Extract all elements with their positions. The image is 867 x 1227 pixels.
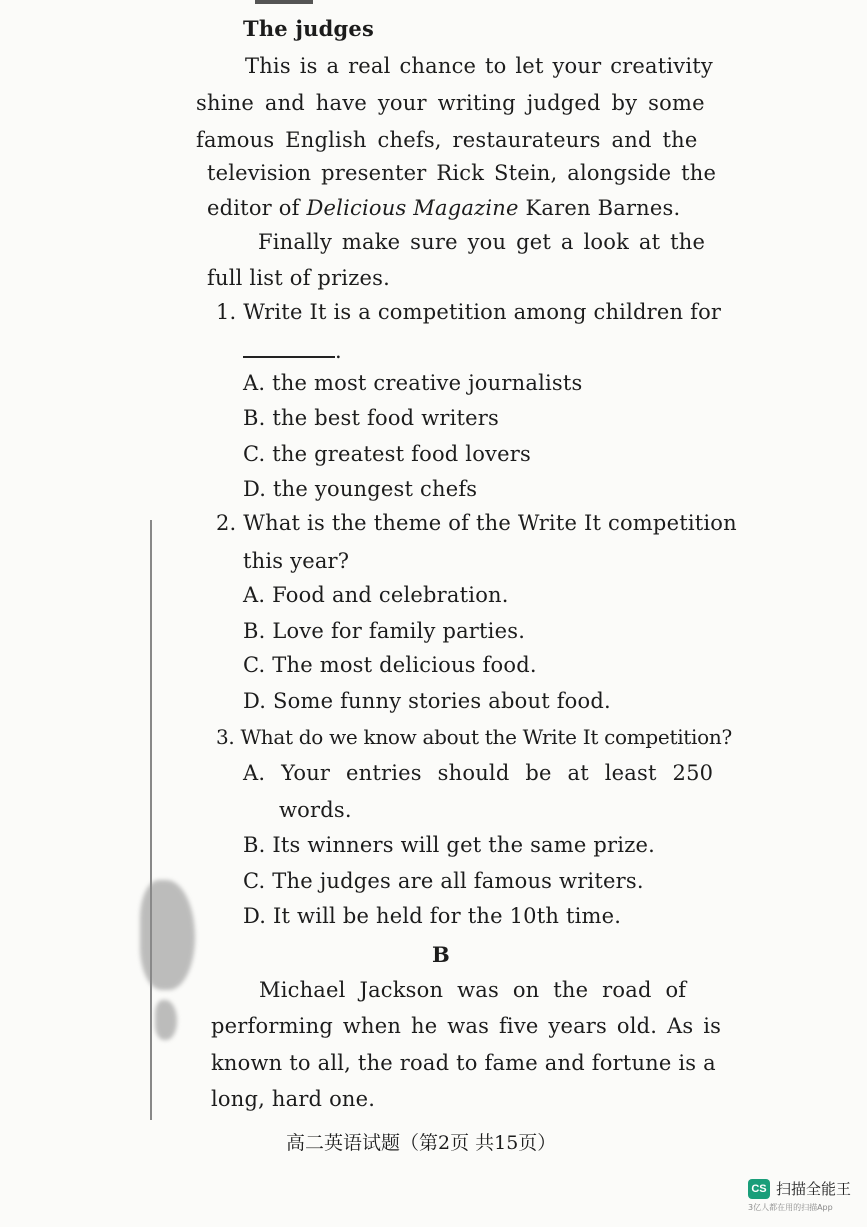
- question-3-option-a: A. Your entries should be at least 250: [243, 761, 714, 785]
- paragraph-line: This is a real chance to let your creativity: [245, 54, 713, 78]
- question-2-stem: 2. What is the theme of the Write It competition: [216, 511, 737, 535]
- magazine-title: Delicious Magazine: [306, 196, 519, 220]
- paragraph-line: famous English chefs, restaurateurs and the: [196, 128, 698, 152]
- paragraph-line: Finally make sure you get a look at the: [258, 230, 706, 254]
- question-3-stem: 3. What do we know about the Write It competition?: [216, 725, 732, 749]
- question-1-option-a: A. the most creative journalists: [243, 371, 583, 395]
- question-2-option-d: D. Some funny stories about food.: [243, 689, 611, 713]
- answer-blank: [243, 338, 335, 358]
- question-1-stem: 1. Write It is a competition among children for: [216, 300, 722, 324]
- question-3-option-b: B. Its winners will get the same prize.: [243, 833, 655, 857]
- section-b-label: B: [432, 942, 450, 967]
- section-b-line: known to all, the road to fame and fortune is a: [211, 1051, 716, 1075]
- smudge-mark: [155, 1000, 177, 1040]
- question-2-option-c: C. The most delicious food.: [243, 653, 537, 677]
- page-footer: 高二英语试题（第2页 共15页）: [286, 1132, 557, 1154]
- section-b-line: performing when he was five years old. As is: [211, 1014, 722, 1038]
- scanner-watermark: [748, 1178, 851, 1199]
- question-2-option-b: B. Love for family parties.: [243, 619, 526, 643]
- question-3-option-d: D. It will be held for the 10th time.: [243, 904, 622, 928]
- paragraph-line-magazine: [207, 195, 680, 221]
- question-1-blank: [243, 338, 342, 364]
- margin-line: [150, 520, 152, 1120]
- question-1-option-b: B. the best food writers: [243, 406, 500, 430]
- question-3-option-a-cont: words.: [279, 798, 352, 822]
- top-rule: [255, 0, 313, 4]
- paragraph-text: editor of: [207, 196, 300, 220]
- section-b-line: Michael Jackson was on the road of: [259, 978, 687, 1002]
- smudge-mark: [140, 880, 195, 990]
- section-title: The judges: [243, 16, 374, 41]
- question-3-option-c: C. The judges are all famous writers.: [243, 869, 644, 893]
- paragraph-line: television presenter Rick Stein, alongside the: [207, 161, 717, 185]
- scanner-subtitle: 3亿人都在用的扫描App: [748, 1203, 833, 1212]
- question-1-option-c: C. the greatest food lovers: [243, 442, 531, 466]
- paragraph-line: full list of prizes.: [207, 266, 390, 290]
- camscanner-logo-icon: CS: [748, 1179, 770, 1199]
- scanner-name: 扫描全能王: [776, 1180, 852, 1198]
- question-1-option-d: D. the youngest chefs: [243, 477, 478, 501]
- blank-period: .: [335, 339, 342, 363]
- question-2-option-a: A. Food and celebration.: [243, 583, 509, 607]
- section-b-line: long, hard one.: [211, 1087, 376, 1111]
- paragraph-line: shine and have your writing judged by some: [196, 91, 705, 115]
- paragraph-text: Karen Barnes.: [525, 196, 681, 220]
- question-2-stem-cont: this year?: [243, 549, 350, 573]
